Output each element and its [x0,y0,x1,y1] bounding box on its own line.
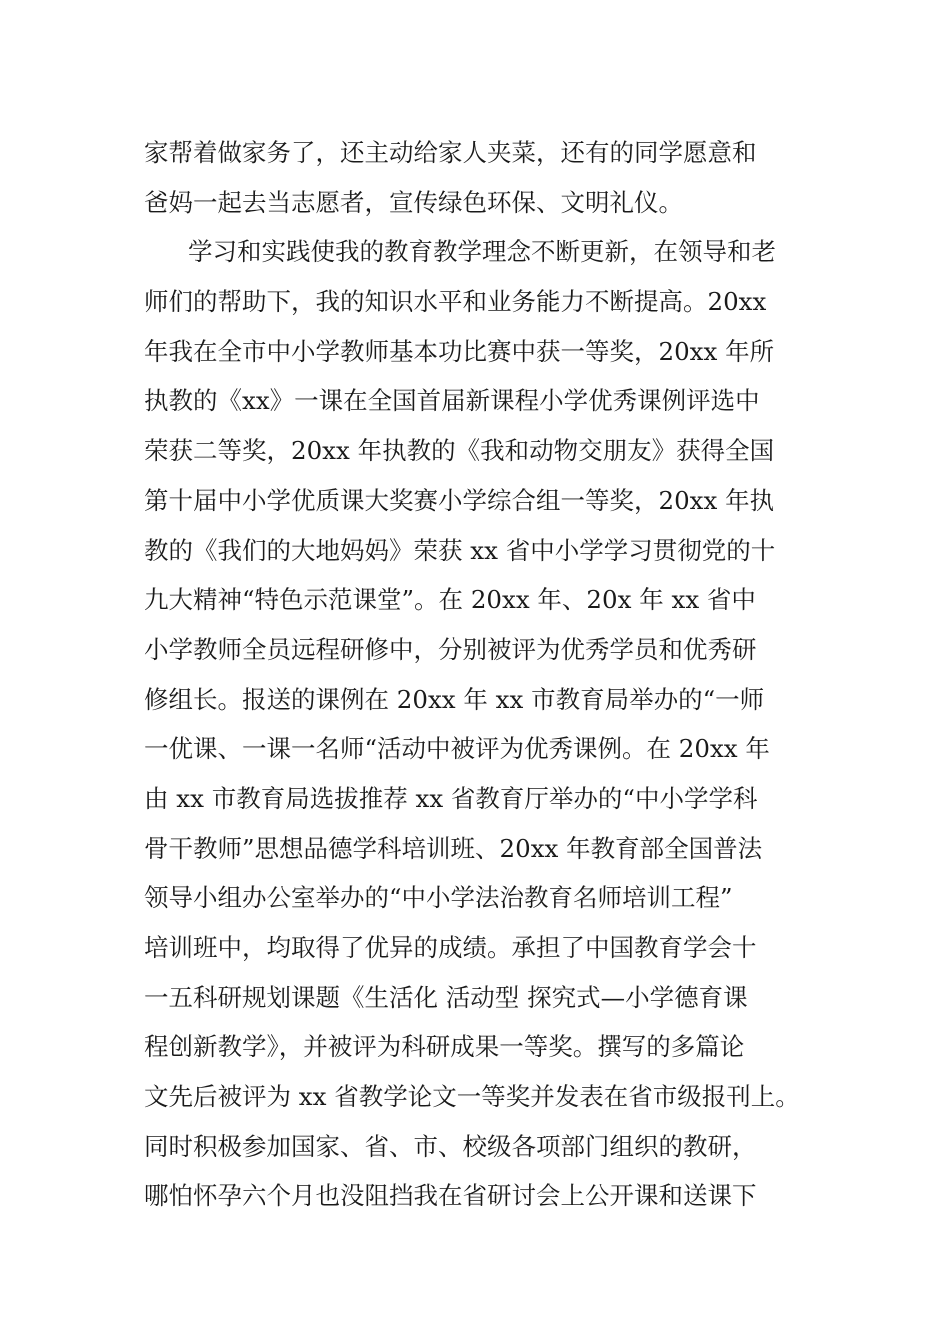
text-line: 九大精神“特色示范课堂”。在 20xx 年、20x 年 xx 省中 [144,585,756,615]
text-line: 爸妈一起去当志愿者，宣传绿色环保、文明礼仪。 [144,187,683,217]
text-line: 培训班中，均取得了优异的成绩。承担了中国教育学会十 [144,933,757,962]
text-line: 领导小组办公室举办的“中小学法治教育名师培训工程” [144,883,733,913]
document-body [144,128,824,1221]
text-line: 由 xx 市教育局选拔推荐 xx 省教育厅举办的“中小学学科 [144,783,758,813]
text-line: 修组长。报送的课例在 20xx 年 xx 市教育局举办的“一师 [144,684,765,714]
text-line: 荣获二等奖，20xx 年执教的《我和动物交朋友》获得全国 [144,436,775,466]
text-line: 执教的《xx》一课在全国首届新课程小学优秀课例评选中 [144,386,760,416]
text-line: 程创新教学》，并被评为科研成果一等奖。撰写的多篇论 [144,1032,745,1062]
text-line: 一五科研规划课题《生活化 活动型 探究式—小学德育课 [144,982,748,1012]
text-line: 文先后被评为 xx 省教学论文一等奖并发表在省市级报刊上。 [144,1082,800,1112]
text-line: 年我在全市中小学教师基本功比赛中获一等奖，20xx 年所 [144,336,775,366]
text-line: 家帮着做家务了，还主动给家人夹菜，还有的同学愿意和 [144,138,757,167]
text-line: 小学教师全员远程研修中，分别被评为优秀学员和优秀研 [144,634,757,664]
paragraph-start-line: 学习和实践使我的教育教学理念不断更新，在领导和老 [188,237,776,267]
text-line: 一优课、一课一名师“活动中被评为优秀课例。在 20xx 年 [144,734,770,764]
text-line: 教的《我们的大地妈妈》荣获 xx 省中小学学习贯彻党的十 [144,535,776,565]
text-line: 师们的帮助下，我的知识水平和业务能力不断提高。20xx [144,287,767,317]
text-line: 同时积极参加国家、省、市、校级各项部门组织的教研， [144,1131,757,1161]
text-line: 第十届中小学优质课大奖赛小学综合组一等奖，20xx 年执 [144,485,775,515]
text-line: 哪怕怀孕六个月也没阻挡我在省研讨会上公开课和送课下 [144,1181,757,1211]
text-line: 骨干教师”思想品德学科培训班、20xx 年教育部全国普法 [144,833,763,863]
